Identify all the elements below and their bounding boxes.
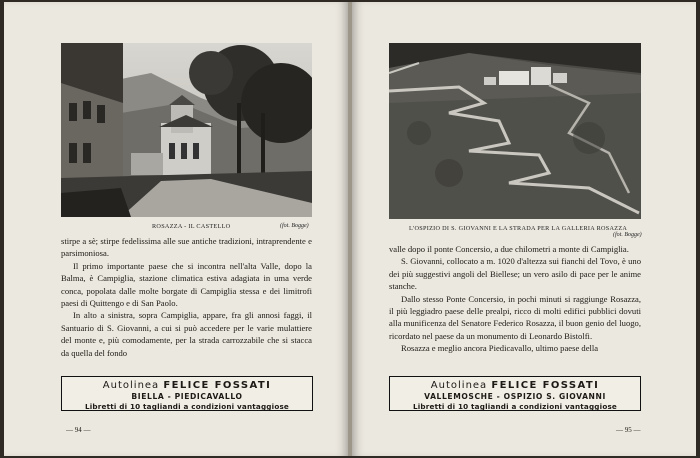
paragraph: S. Giovanni, collocato a m. 1020 d'altezza sui fianchi del Tovo, è uno dei più suggestivi angoli del Biellese; un vero asilo di pace per le anime stanche. <box>389 256 641 292</box>
photo-credit: (fot. Bogge) <box>613 232 642 238</box>
paragraph: valle dopo il ponte Concersio, a due chilometri a monte di Campiglia. <box>389 244 629 254</box>
photo-caption: ROSAZZA - IL CASTELLO <box>152 223 231 230</box>
bus-line-advertisement <box>61 376 313 411</box>
ad-route: VALLEMOSCHE - OSPIZIO S. GIOVANNI <box>424 392 606 401</box>
paragraph: Dallo stesso Ponte Concersio, in pochi minuti si raggiunge Rosazza, il più leggiadro paese delle prealpi, ricco di molti edifici pubblici dovuti alla munificenza del Senatore Federico Rosazza, il buon genio del luogo, ricordato nel paese da un monumento di Leonardo Bistolfi. <box>389 293 641 341</box>
photo-caption: L'OSPIZIO DI S. GIOVANNI E LA STRADA PER LA GALLERIA ROSAZZA <box>409 225 628 232</box>
ad-prefix: Autolinea <box>102 380 160 391</box>
ad-company-name: FELICE FOSSATI <box>491 380 600 391</box>
book-spread <box>4 2 696 456</box>
right-page <box>352 2 696 456</box>
photo-credit: (fot. Bogge) <box>280 223 309 229</box>
ad-company-name: FELICE FOSSATI <box>163 380 272 391</box>
castle-photo <box>61 43 312 217</box>
paragraph: stirpe a sè; stirpe fedelissima alle sue antiche tradizioni, intraprendente e parsimoniosa. <box>61 236 312 259</box>
hospice-road-photo <box>389 43 641 219</box>
ad-note: Libretti di 10 tagliandi a condizioni vantaggiose <box>84 402 290 411</box>
body-text <box>389 243 641 355</box>
page-number: — 94 — <box>66 426 91 434</box>
paragraph: Rosazza e meglio ancora Piedicavallo, ultimo paese della <box>401 343 599 354</box>
ad-route: BIELLA - PIEDICAVALLO <box>131 392 243 401</box>
paragraph: Il primo importante paese che si incontra nell'alta Valle, dopo la Balma, è Campiglia, stazione climatica estiva adagiata in uma verde conca, popolata dalle molte borgate di Campiglia stessa e dei limitrofi paesi di Quittengo e di San Paolo. <box>61 260 312 309</box>
bus-line-advertisement <box>389 376 641 411</box>
ad-prefix: Autolinea <box>430 380 488 391</box>
left-page <box>4 2 348 456</box>
ad-note: Libretti di 10 tagliandi a condizioni vantaggiose <box>412 402 618 411</box>
body-text <box>61 235 312 359</box>
paragraph: In alto a sinistra, sopra Campiglia, appare, fra gli annosi faggi, il Santuario di S. Giovanni, a cui si può accedere per le varie mulattiere del monte e, più comodamente, per la strada carrozzabile che si stacca da quella del fondo <box>61 310 312 358</box>
page-number: — 95 — <box>616 426 641 434</box>
